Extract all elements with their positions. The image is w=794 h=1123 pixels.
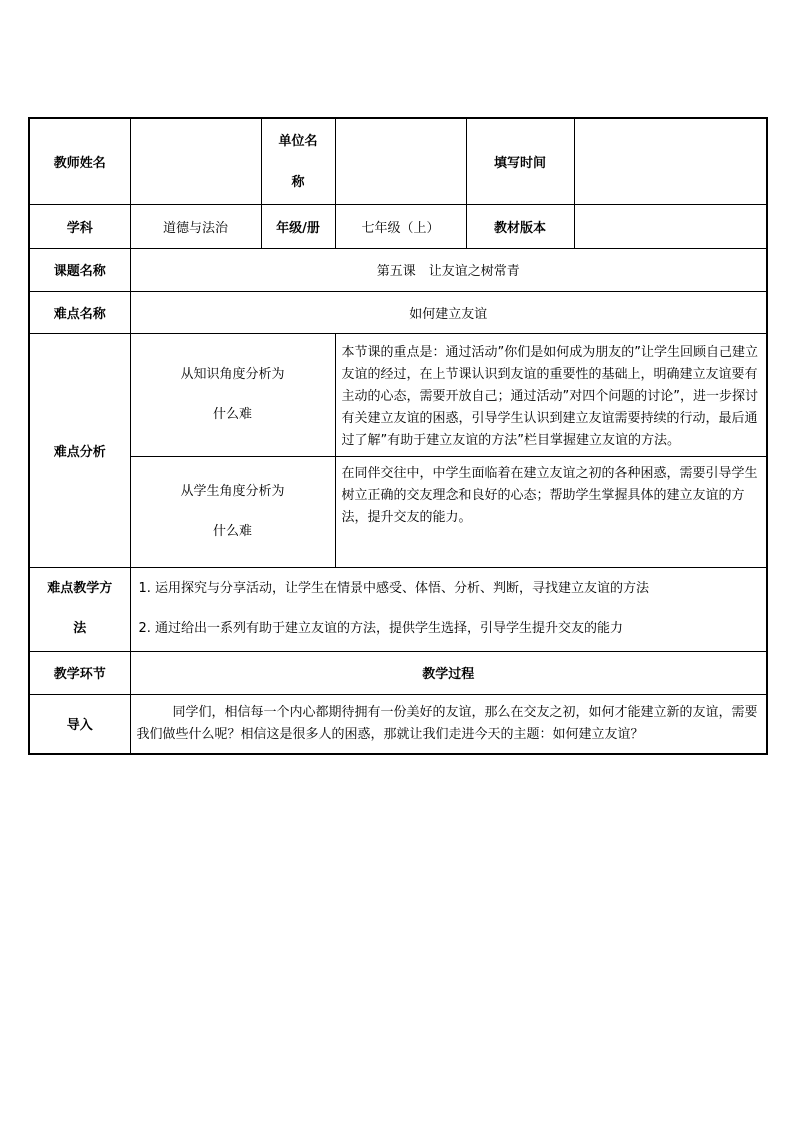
intro-text: 同学们，相信每一个内心都期待拥有一份美好的友谊，那么在交友之初，如何才能建立新的友谊，需要我们做些什么呢？相信这是很多人的困惑，那就让我们走进今天的主题：如何建立友谊？ xyxy=(136,704,758,742)
difficulty-name-label: 难点名称 xyxy=(29,291,130,333)
table-row xyxy=(29,204,767,248)
unit-name-label-line1: 单位名 xyxy=(278,134,318,150)
unit-name-label-line2: 称 xyxy=(291,175,305,191)
list-item: 2. 通过给出一系列有助于建立友谊的方法，提供学生选择，引导学生提升交友的能力 xyxy=(138,621,624,636)
unit-name-value[interactable] xyxy=(335,118,466,204)
grade-value: 七年级（上） xyxy=(335,204,466,248)
table-row xyxy=(29,456,767,567)
knowledge-angle-question xyxy=(130,333,335,456)
fill-date-value[interactable] xyxy=(574,118,767,204)
table-row xyxy=(29,248,767,291)
teacher-name-value[interactable] xyxy=(130,118,261,204)
student-angle-line2: 什么难 xyxy=(212,523,252,539)
knowledge-angle-answer: 本节课的重点是：通过活动”你们是如何成为朋友的”让学生回顾自己建立友谊的经过，在上节课认识到友谊的重要性的基础上，明确建立友谊要有主动的心态，需要开放自己；通过活动”对四个问题的讨论”，进一步探讨有关建立友谊的困惑，引导学生认识到建立友谊需要持续的行动，最后通过了解”有助于建立友谊的方法”栏目掌握建立友谊的方法。 xyxy=(335,333,767,456)
lesson-plan-table xyxy=(28,117,768,755)
teaching-method-label-line2: 法 xyxy=(73,621,87,636)
lesson-title-value: 第五课 让友谊之树常青 xyxy=(130,248,767,291)
edition-label: 教材版本 xyxy=(466,204,574,248)
table-row xyxy=(29,694,767,754)
unit-name-label xyxy=(261,118,335,204)
table-row xyxy=(29,651,767,694)
subject-label: 学科 xyxy=(29,204,130,248)
lesson-title-label: 课题名称 xyxy=(29,248,130,291)
intro-stage-content xyxy=(130,694,767,754)
teaching-method-label-line1: 难点教学方 xyxy=(47,581,113,596)
table-row xyxy=(29,291,767,333)
subject-value: 道德与法治 xyxy=(130,204,261,248)
list-item: 1. 运用探究与分享活动，让学生在情景中感受、体悟、分析、判断，寻找建立友谊的方法 xyxy=(138,581,650,596)
student-angle-answer: 在同伴交往中，中学生面临着在建立友谊之初的各种困惑，需要引导学生树立正确的交友理念和良好的心态；帮助学生掌握具体的建立友谊的方法，提升交友的能力。 xyxy=(335,456,767,567)
teaching-process-header: 教学过程 xyxy=(130,651,767,694)
student-angle-line1: 从学生角度分析为 xyxy=(180,483,285,499)
student-angle-question xyxy=(130,456,335,567)
teaching-stage-header: 教学环节 xyxy=(29,651,130,694)
table-row xyxy=(29,118,767,204)
knowledge-angle-line1: 从知识角度分析为 xyxy=(180,366,285,382)
teaching-method-label xyxy=(29,567,130,651)
teacher-name-label: 教师姓名 xyxy=(29,118,130,204)
difficulty-name-value: 如何建立友谊 xyxy=(130,291,767,333)
intro-stage-label: 导入 xyxy=(29,694,130,754)
teaching-method-list xyxy=(130,567,767,651)
table-row xyxy=(29,567,767,651)
table-row xyxy=(29,333,767,456)
knowledge-angle-line2: 什么难 xyxy=(212,406,252,422)
grade-label: 年级/册 xyxy=(261,204,335,248)
difficulty-analysis-label: 难点分析 xyxy=(29,333,130,567)
edition-value[interactable] xyxy=(574,204,767,248)
fill-date-label: 填写时间 xyxy=(466,118,574,204)
